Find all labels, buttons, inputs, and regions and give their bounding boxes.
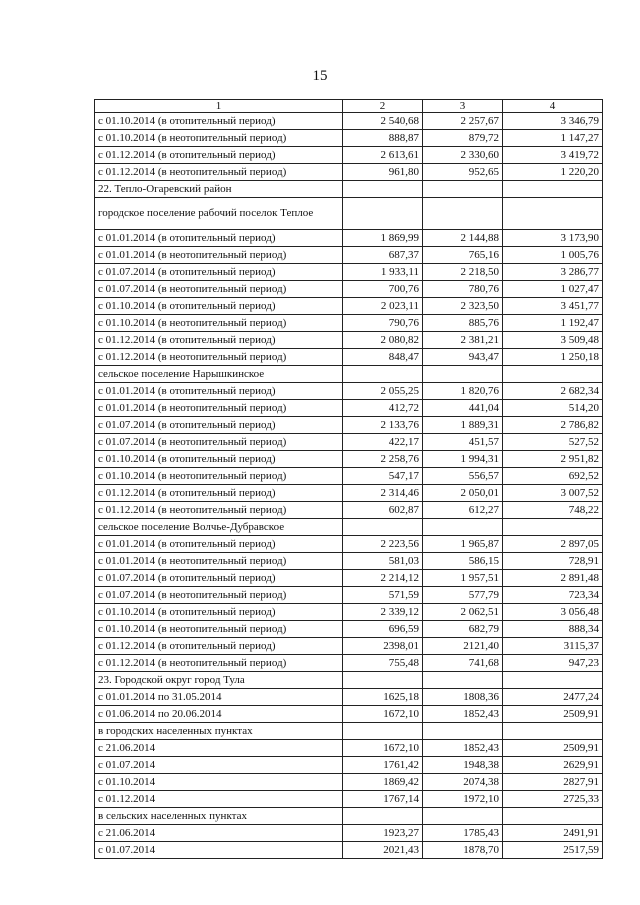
value-c2: 687,37 <box>343 247 423 264</box>
value-c2: 1 869,99 <box>343 230 423 247</box>
value-c4: 3 007,52 <box>503 485 603 502</box>
table-row <box>95 230 603 247</box>
period-label: с 01.10.2014 (в неотопительный период) <box>95 621 343 638</box>
table-row <box>95 113 603 130</box>
table-row <box>95 451 603 468</box>
value-c3: 2 330,60 <box>423 147 503 164</box>
value-c4: 3 419,72 <box>503 147 603 164</box>
value-c4: 527,52 <box>503 434 603 451</box>
value-c4: 1 027,47 <box>503 281 603 298</box>
value-c4: 1 220,20 <box>503 164 603 181</box>
table-row <box>95 281 603 298</box>
section-row <box>95 519 603 536</box>
value-c3: 765,16 <box>423 247 503 264</box>
value-c4: 2 951,82 <box>503 451 603 468</box>
period-label: с 01.07.2014 (в неотопительный период) <box>95 281 343 298</box>
period-label: с 01.01.2014 (в отопительный период) <box>95 383 343 400</box>
table-row <box>95 842 603 859</box>
period-label: с 01.10.2014 (в отопительный период) <box>95 298 343 315</box>
table-row <box>95 553 603 570</box>
value-c3: 2074,38 <box>423 774 503 791</box>
value-c3: 1808,36 <box>423 689 503 706</box>
value-c4: 947,23 <box>503 655 603 672</box>
value-c4: 2725,33 <box>503 791 603 808</box>
table-row <box>95 689 603 706</box>
value-c2: 1625,18 <box>343 689 423 706</box>
value-c2: 2 055,25 <box>343 383 423 400</box>
value-c2: 888,87 <box>343 130 423 147</box>
empty-cell <box>503 672 603 689</box>
period-label: с 01.10.2014 (в неотопительный период) <box>95 130 343 147</box>
value-c2: 790,76 <box>343 315 423 332</box>
empty-cell <box>423 366 503 383</box>
value-c2: 571,59 <box>343 587 423 604</box>
empty-cell <box>343 723 423 740</box>
empty-cell <box>423 723 503 740</box>
value-c2: 412,72 <box>343 400 423 417</box>
section-label: 23. Городской округ город Тула <box>95 672 343 689</box>
value-c2: 581,03 <box>343 553 423 570</box>
period-label: с 01.12.2014 (в неотопительный период) <box>95 502 343 519</box>
value-c4: 2 682,34 <box>503 383 603 400</box>
value-c4: 2491,91 <box>503 825 603 842</box>
value-c4: 2509,91 <box>503 740 603 757</box>
value-c4: 1 250,18 <box>503 349 603 366</box>
value-c2: 547,17 <box>343 468 423 485</box>
section-label: сельское поселение Нарышкинское <box>95 366 343 383</box>
value-c2: 2 258,76 <box>343 451 423 468</box>
empty-cell <box>343 808 423 825</box>
value-c2: 1923,27 <box>343 825 423 842</box>
empty-cell <box>503 198 603 230</box>
value-c3: 1852,43 <box>423 740 503 757</box>
value-c2: 2 080,82 <box>343 332 423 349</box>
value-c4: 2 891,48 <box>503 570 603 587</box>
value-c3: 556,57 <box>423 468 503 485</box>
value-c4: 2509,91 <box>503 706 603 723</box>
period-label: с 01.12.2014 (в неотопительный период) <box>95 164 343 181</box>
value-c2: 2021,43 <box>343 842 423 859</box>
period-label: с 01.12.2014 (в отопительный период) <box>95 332 343 349</box>
value-c4: 3 173,90 <box>503 230 603 247</box>
value-c3: 952,65 <box>423 164 503 181</box>
table-row <box>95 400 603 417</box>
section-row <box>95 672 603 689</box>
value-c3: 1 957,51 <box>423 570 503 587</box>
empty-cell <box>423 519 503 536</box>
period-label: с 21.06.2014 <box>95 740 343 757</box>
value-c4: 728,91 <box>503 553 603 570</box>
section-label: сельское поселение Волчье-Дубравское <box>95 519 343 536</box>
value-c4: 2 786,82 <box>503 417 603 434</box>
table-row <box>95 825 603 842</box>
period-label: с 01.01.2014 (в неотопительный период) <box>95 553 343 570</box>
value-c4: 3 451,77 <box>503 298 603 315</box>
value-c3: 879,72 <box>423 130 503 147</box>
value-c4: 3 056,48 <box>503 604 603 621</box>
value-c2: 2 613,61 <box>343 147 423 164</box>
value-c3: 741,68 <box>423 655 503 672</box>
empty-cell <box>503 366 603 383</box>
value-c2: 2398,01 <box>343 638 423 655</box>
value-c3: 577,79 <box>423 587 503 604</box>
table-row <box>95 485 603 502</box>
value-c2: 602,87 <box>343 502 423 519</box>
value-c3: 2 218,50 <box>423 264 503 281</box>
value-c2: 2 023,11 <box>343 298 423 315</box>
value-c2: 2 223,56 <box>343 536 423 553</box>
table-row <box>95 468 603 485</box>
column-header: 4 <box>503 100 603 113</box>
period-label: с 01.10.2014 (в отопительный период) <box>95 113 343 130</box>
value-c3: 1785,43 <box>423 825 503 842</box>
period-label: с 01.07.2014 (в неотопительный период) <box>95 587 343 604</box>
empty-cell <box>343 519 423 536</box>
value-c4: 1 147,27 <box>503 130 603 147</box>
period-label: с 01.07.2014 (в отопительный период) <box>95 417 343 434</box>
period-label: с 01.07.2014 (в отопительный период) <box>95 264 343 281</box>
empty-cell <box>343 672 423 689</box>
value-c3: 1 994,31 <box>423 451 503 468</box>
value-c3: 2 144,88 <box>423 230 503 247</box>
table-row <box>95 570 603 587</box>
table-row <box>95 536 603 553</box>
tariff-table <box>94 99 603 859</box>
period-label: с 01.01.2014 (в отопительный период) <box>95 230 343 247</box>
column-header: 3 <box>423 100 503 113</box>
empty-cell <box>423 672 503 689</box>
table-row <box>95 147 603 164</box>
section-label: городское поселение рабочий поселок Теплое <box>95 198 343 230</box>
column-header: 1 <box>95 100 343 113</box>
value-c3: 2 381,21 <box>423 332 503 349</box>
table-row <box>95 247 603 264</box>
value-c3: 2 257,67 <box>423 113 503 130</box>
section-row <box>95 366 603 383</box>
period-label: с 01.07.2014 (в отопительный период) <box>95 570 343 587</box>
section-row <box>95 198 603 230</box>
table-row <box>95 638 603 655</box>
value-c3: 1 965,87 <box>423 536 503 553</box>
empty-cell <box>423 181 503 198</box>
period-label: с 01.10.2014 (в отопительный период) <box>95 604 343 621</box>
value-c4: 888,34 <box>503 621 603 638</box>
table-row <box>95 740 603 757</box>
value-c4: 2827,91 <box>503 774 603 791</box>
value-c2: 1761,42 <box>343 757 423 774</box>
value-c3: 1 820,76 <box>423 383 503 400</box>
value-c4: 2517,59 <box>503 842 603 859</box>
empty-cell <box>503 723 603 740</box>
value-c2: 1672,10 <box>343 706 423 723</box>
table-row <box>95 164 603 181</box>
column-header-row <box>95 100 603 113</box>
period-label: с 01.07.2014 (в неотопительный период) <box>95 434 343 451</box>
table-row <box>95 383 603 400</box>
table-row <box>95 417 603 434</box>
value-c3: 885,76 <box>423 315 503 332</box>
period-label: с 01.12.2014 (в отопительный период) <box>95 485 343 502</box>
table-row <box>95 621 603 638</box>
value-c4: 2477,24 <box>503 689 603 706</box>
table-row <box>95 587 603 604</box>
value-c3: 451,57 <box>423 434 503 451</box>
period-label: с 01.12.2014 (в отопительный период) <box>95 638 343 655</box>
table-row <box>95 264 603 281</box>
value-c2: 1869,42 <box>343 774 423 791</box>
value-c3: 1948,38 <box>423 757 503 774</box>
value-c3: 1972,10 <box>423 791 503 808</box>
value-c4: 748,22 <box>503 502 603 519</box>
table-row <box>95 315 603 332</box>
value-c3: 1 889,31 <box>423 417 503 434</box>
table-row <box>95 349 603 366</box>
section-label: 22. Тепло-Огаревский район <box>95 181 343 198</box>
empty-cell <box>423 808 503 825</box>
period-label: с 01.10.2014 (в отопительный период) <box>95 451 343 468</box>
value-c2: 1 933,11 <box>343 264 423 281</box>
period-label: с 01.01.2014 (в отопительный период) <box>95 536 343 553</box>
period-label: с 21.06.2014 <box>95 825 343 842</box>
value-c2: 422,17 <box>343 434 423 451</box>
value-c3: 780,76 <box>423 281 503 298</box>
value-c4: 3115,37 <box>503 638 603 655</box>
value-c3: 1852,43 <box>423 706 503 723</box>
table-row <box>95 774 603 791</box>
value-c3: 2 323,50 <box>423 298 503 315</box>
value-c4: 2629,91 <box>503 757 603 774</box>
table-row <box>95 332 603 349</box>
value-c4: 3 286,77 <box>503 264 603 281</box>
section-row <box>95 181 603 198</box>
value-c4: 3 509,48 <box>503 332 603 349</box>
value-c2: 848,47 <box>343 349 423 366</box>
period-label: с 01.07.2014 <box>95 757 343 774</box>
period-label: с 01.01.2014 (в неотопительный период) <box>95 400 343 417</box>
section-row <box>95 808 603 825</box>
table-row <box>95 502 603 519</box>
table-row <box>95 791 603 808</box>
value-c2: 2 314,46 <box>343 485 423 502</box>
value-c2: 1767,14 <box>343 791 423 808</box>
value-c4: 2 897,05 <box>503 536 603 553</box>
value-c3: 441,04 <box>423 400 503 417</box>
value-c2: 700,76 <box>343 281 423 298</box>
value-c4: 3 346,79 <box>503 113 603 130</box>
empty-cell <box>343 181 423 198</box>
value-c3: 612,27 <box>423 502 503 519</box>
value-c3: 943,47 <box>423 349 503 366</box>
period-label: с 01.12.2014 (в неотопительный период) <box>95 655 343 672</box>
table-row <box>95 130 603 147</box>
column-header: 2 <box>343 100 423 113</box>
value-c3: 2121,40 <box>423 638 503 655</box>
empty-cell <box>503 181 603 198</box>
value-c2: 2 133,76 <box>343 417 423 434</box>
value-c2: 961,80 <box>343 164 423 181</box>
table-row <box>95 604 603 621</box>
empty-cell <box>503 808 603 825</box>
period-label: с 01.10.2014 (в неотопительный период) <box>95 468 343 485</box>
period-label: с 01.01.2014 по 31.05.2014 <box>95 689 343 706</box>
period-label: с 01.06.2014 по 20.06.2014 <box>95 706 343 723</box>
value-c3: 2 050,01 <box>423 485 503 502</box>
value-c3: 1878,70 <box>423 842 503 859</box>
empty-cell <box>503 519 603 536</box>
table-row <box>95 757 603 774</box>
section-row <box>95 723 603 740</box>
value-c4: 723,34 <box>503 587 603 604</box>
table-row <box>95 298 603 315</box>
period-label: с 01.12.2014 (в отопительный период) <box>95 147 343 164</box>
table-row <box>95 706 603 723</box>
value-c4: 1 192,47 <box>503 315 603 332</box>
period-label: с 01.12.2014 <box>95 791 343 808</box>
period-label: с 01.07.2014 <box>95 842 343 859</box>
empty-cell <box>423 198 503 230</box>
empty-cell <box>343 198 423 230</box>
section-label: в сельских населенных пунктах <box>95 808 343 825</box>
page-number: 15 <box>312 68 328 84</box>
period-label: с 01.10.2014 <box>95 774 343 791</box>
value-c4: 514,20 <box>503 400 603 417</box>
table-row <box>95 434 603 451</box>
value-c3: 682,79 <box>423 621 503 638</box>
table-row <box>95 655 603 672</box>
value-c2: 2 540,68 <box>343 113 423 130</box>
value-c2: 755,48 <box>343 655 423 672</box>
value-c3: 586,15 <box>423 553 503 570</box>
period-label: с 01.01.2014 (в неотопительный период) <box>95 247 343 264</box>
value-c2: 696,59 <box>343 621 423 638</box>
value-c3: 2 062,51 <box>423 604 503 621</box>
value-c2: 2 339,12 <box>343 604 423 621</box>
value-c4: 692,52 <box>503 468 603 485</box>
empty-cell <box>343 366 423 383</box>
section-label: в городских населенных пунктах <box>95 723 343 740</box>
period-label: с 01.12.2014 (в неотопительный период) <box>95 349 343 366</box>
value-c4: 1 005,76 <box>503 247 603 264</box>
value-c2: 1672,10 <box>343 740 423 757</box>
value-c2: 2 214,12 <box>343 570 423 587</box>
period-label: с 01.10.2014 (в неотопительный период) <box>95 315 343 332</box>
